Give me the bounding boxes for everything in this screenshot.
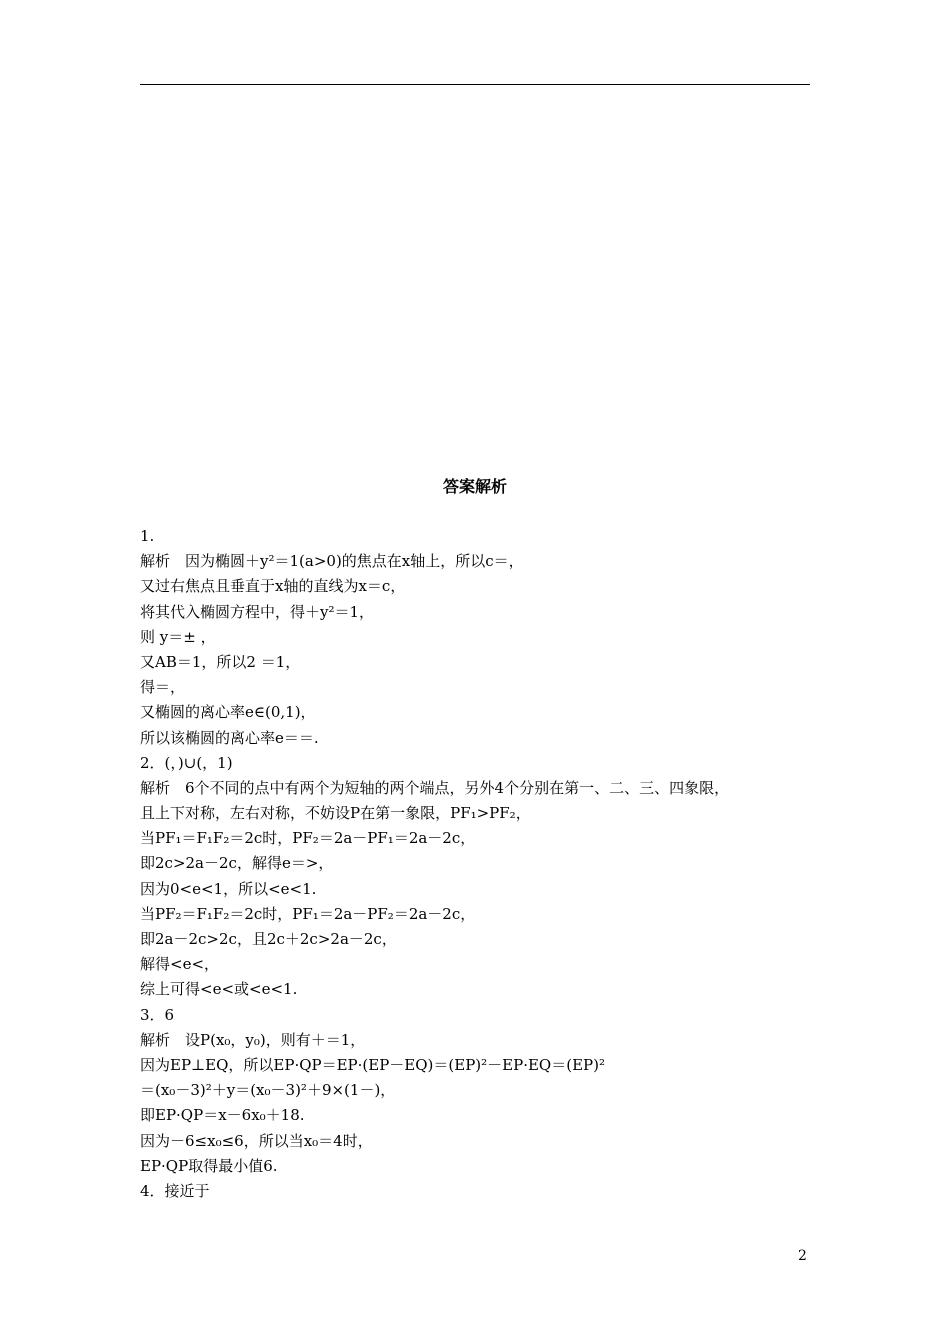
page-number: 2 bbox=[798, 1248, 807, 1264]
answer-content bbox=[140, 524, 812, 1204]
text-line: 得＝， bbox=[140, 678, 186, 697]
text-line: 4．接近于 bbox=[140, 1181, 210, 1200]
text-line: 解得<e<， bbox=[140, 955, 220, 974]
text-line: 将其代入椭圆方程中，得＋y²＝1， bbox=[140, 602, 375, 621]
text-line: 因为－6≤x₀≤6，所以当x₀＝4时， bbox=[140, 1131, 373, 1150]
text-line: 因为EP⊥EQ，所以EP·QP＝EP·(EP－EQ)＝(EP)²－EP·EQ＝(EP)² bbox=[140, 1055, 605, 1074]
header-rule bbox=[140, 84, 810, 85]
text-line: 综上可得<e<或<e<1. bbox=[140, 980, 298, 999]
section-title: 答案解析 bbox=[442, 477, 507, 496]
text-line: 又过右焦点且垂直于x轴的直线为x＝c， bbox=[140, 577, 406, 596]
text-line: ＝(x₀－3)²＋y＝(x₀－3)²＋9×(1－)， bbox=[140, 1081, 396, 1100]
text-line: EP·QP取得最小值6. bbox=[140, 1156, 278, 1175]
text-line: 又椭圆的离心率e∈(0,1)， bbox=[140, 703, 316, 722]
text-line: 3．6 bbox=[140, 1005, 175, 1024]
text-line: 解析 设P(x₀，y₀)，则有＋＝1， bbox=[140, 1030, 366, 1049]
text-line: 当PF₂＝F₁F₂＝2c时，PF₁＝2a－PF₂＝2a－2c， bbox=[140, 904, 476, 923]
text-line: 因为0<e<1，所以<e<1. bbox=[140, 879, 317, 898]
text-line: 所以该椭圆的离心率e＝＝. bbox=[140, 728, 319, 747]
text-line: 解析 因为椭圆＋y²＝1(a>0)的焦点在x轴上，所以c＝， bbox=[140, 552, 524, 571]
text-line: 又AB＝1，所以2 ＝1， bbox=[140, 652, 301, 671]
text-line: 即EP·QP＝x－6x₀＋18. bbox=[140, 1106, 305, 1125]
text-line: 1. bbox=[140, 527, 155, 545]
text-line: 即2c>2a－2c，解得e＝>， bbox=[140, 854, 334, 873]
text-line: 解析 6个不同的点中有两个为短轴的两个端点，另外4个分别在第一、二、三、四象限， bbox=[140, 778, 730, 797]
text-line: 则 y＝± ， bbox=[140, 627, 216, 646]
text-line: 当PF₁＝F₁F₂＝2c时，PF₂＝2a－PF₁＝2a－2c， bbox=[140, 829, 476, 848]
text-line: 且上下对称，左右对称，不妨设P在第一象限，PF₁>PF₂， bbox=[140, 804, 531, 823]
text-line: 即2a－2c>2c，且2c＋2c>2a－2c， bbox=[140, 930, 397, 948]
text-line: 2．(，)∪(，1) bbox=[140, 753, 233, 772]
